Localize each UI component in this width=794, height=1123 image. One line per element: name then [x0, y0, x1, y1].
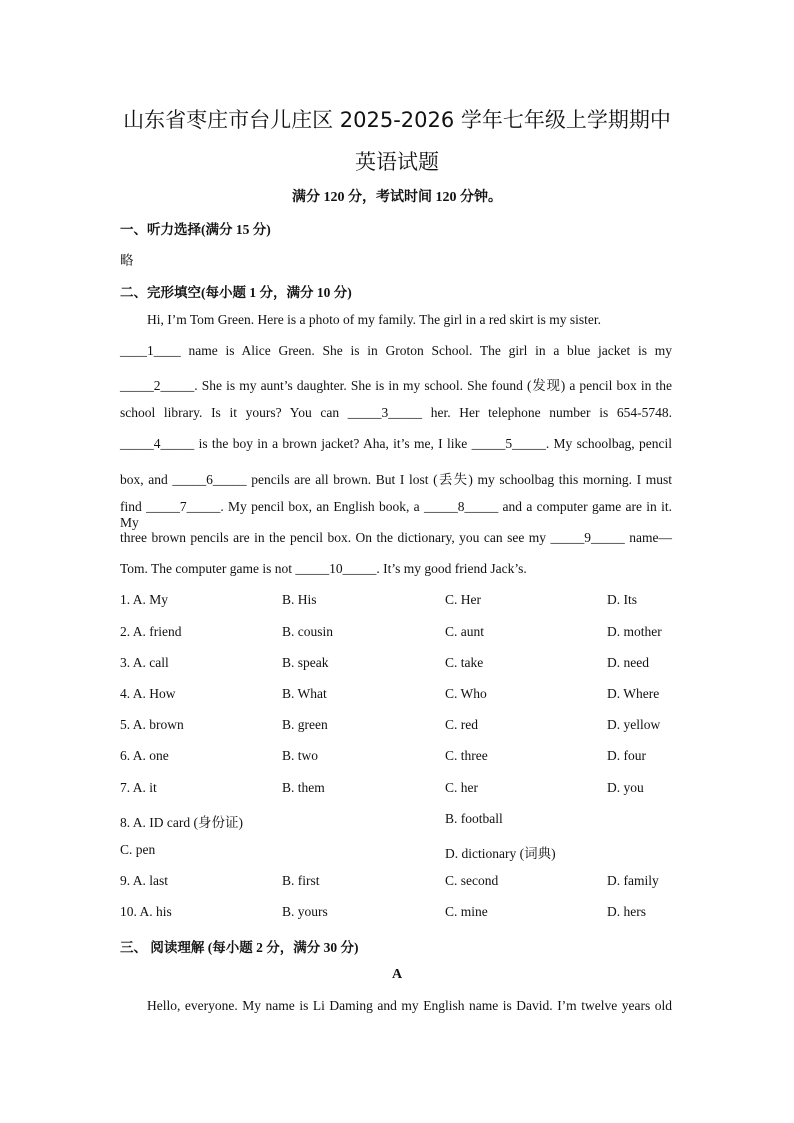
exam-title-line2: 英语试题	[355, 150, 439, 174]
option-c[interactable]: C. second	[445, 873, 499, 888]
blank-1: ____1____	[120, 343, 181, 358]
question-row	[120, 748, 680, 766]
passage-line-9	[120, 561, 527, 577]
question-row	[120, 717, 680, 735]
exam-subtitle: 满分 120 分，考试时间 120 分钟。	[292, 190, 502, 205]
passage-text: her. Her telephone number is 654-5748.	[422, 405, 672, 420]
option-d[interactable]: D. dictionary (词典)	[445, 846, 556, 861]
passage-line-6	[120, 468, 672, 488]
option-d[interactable]: D. you	[607, 780, 644, 795]
passage-line-4	[120, 405, 672, 421]
option-a[interactable]: 5. A. brown	[120, 717, 184, 732]
option-b[interactable]: B. cousin	[282, 624, 334, 639]
section2-heading: 二、完形填空(每小题 1 分，满分 10 分)	[120, 285, 352, 300]
passage-line-8	[120, 530, 672, 546]
reading-part-label: A	[391, 967, 403, 982]
passage-text: three brown pencils are in the pencil box. On the dictionary, you can see my	[120, 530, 551, 545]
option-b[interactable]: B. What	[282, 686, 327, 701]
option-c[interactable]: C. aunt	[445, 624, 484, 639]
blank-8: _____8_____	[423, 499, 499, 514]
option-d[interactable]: D. Its	[607, 592, 637, 607]
option-b[interactable]: B. His	[282, 592, 317, 607]
exam-title-line1: 山东省枣庄市台儿庄区 2025-2026 学年七年级上学期期中	[123, 108, 671, 132]
question-row	[120, 592, 680, 610]
option-a[interactable]: 10. A. his	[120, 904, 172, 919]
blank-2: _____2_____	[120, 378, 195, 393]
option-b[interactable]: B. them	[282, 780, 325, 795]
option-d[interactable]: D. four	[607, 748, 646, 763]
blank-3: _____3_____	[347, 405, 423, 420]
passage-text: pencils are all brown. But I lost (丢失) my schoolbag this morning. I must	[246, 472, 672, 487]
option-c[interactable]: C. pen	[120, 842, 156, 857]
passage-text: . My pencil box, an English book, a	[220, 499, 424, 514]
question-row	[120, 686, 680, 704]
option-c[interactable]: C. mine	[445, 904, 488, 919]
option-d[interactable]: D. Where	[607, 686, 660, 701]
option-c[interactable]: C. red	[445, 717, 478, 732]
option-b[interactable]: B. two	[282, 748, 319, 763]
option-a[interactable]: 6. A. one	[120, 748, 169, 763]
passage-text: box, and	[120, 472, 173, 487]
question-row	[120, 624, 680, 642]
option-a[interactable]: 7. A. it	[120, 780, 157, 795]
option-b[interactable]: B. yours	[282, 904, 328, 919]
section1-note: 略	[120, 253, 134, 268]
option-b[interactable]: B. first	[282, 873, 320, 888]
question-row	[120, 842, 680, 860]
passage-line-2	[120, 343, 672, 359]
option-b[interactable]: B. green	[282, 717, 328, 732]
section3-heading: 三、 阅读理解 (每小题 2 分，满分 30 分)	[120, 940, 359, 955]
passage-line-5	[120, 436, 672, 452]
passage-text: school library. Is it yours? You can	[120, 405, 348, 420]
question-row	[120, 904, 680, 922]
option-c[interactable]: C. take	[445, 655, 484, 670]
blank-4: _____4_____	[120, 436, 195, 451]
option-d[interactable]: D. hers	[607, 904, 646, 919]
question-row	[120, 780, 680, 798]
blank-6: _____6_____	[172, 472, 247, 487]
option-d[interactable]: D. yellow	[607, 717, 661, 732]
reading-first-line: Hello, everyone. My name is Li Daming and my English name is David. I’m twelve years old	[147, 998, 672, 1013]
option-c[interactable]: C. Who	[445, 686, 487, 701]
passage-text: Tom. The computer game is not	[120, 561, 296, 576]
question-row	[120, 873, 680, 891]
passage-text: find	[120, 499, 147, 514]
blank-9: _____9_____	[550, 530, 625, 545]
option-c[interactable]: C. three	[445, 748, 488, 763]
option-d[interactable]: D. mother	[607, 624, 662, 639]
passage-text: name—	[624, 530, 672, 545]
blank-10: _____10_____	[295, 561, 377, 576]
option-a[interactable]: 1. A. My	[120, 592, 169, 607]
option-b[interactable]: B. football	[445, 811, 503, 826]
option-c[interactable]: C. her	[445, 780, 478, 795]
passage-text: . She is my aunt’s daughter. She is in my school. She found (发现) a pencil box in the	[194, 378, 672, 393]
passage-line-7	[120, 499, 672, 531]
option-d[interactable]: D. family	[607, 873, 659, 888]
passage-text: and a computer game are in it. My	[120, 499, 672, 530]
question-row	[120, 655, 680, 673]
passage-line-1: Hi, I’m Tom Green. Here is a photo of my family. The girl in a red skirt is my sister.	[147, 312, 601, 327]
passage-text: name is Alice Green. She is in Groton School. The girl in a blue jacket is my	[180, 343, 672, 358]
option-d[interactable]: D. need	[607, 655, 649, 670]
option-a[interactable]: 9. A. last	[120, 873, 169, 888]
passage-line-3	[120, 374, 672, 394]
passage-text: is the boy in a brown jacket? Aha, it’s me, I like	[194, 436, 472, 451]
option-a[interactable]: 4. A. How	[120, 686, 176, 701]
option-a[interactable]: 8. A. ID card (身份证)	[120, 815, 243, 830]
option-b[interactable]: B. speak	[282, 655, 329, 670]
section1-heading: 一、听力选择(满分 15 分)	[120, 222, 271, 237]
option-c[interactable]: C. Her	[445, 592, 481, 607]
blank-7: _____7_____	[146, 499, 221, 514]
option-a[interactable]: 3. A. call	[120, 655, 169, 670]
question-row	[120, 811, 680, 829]
option-a[interactable]: 2. A. friend	[120, 624, 182, 639]
blank-5: _____5_____	[471, 436, 546, 451]
passage-text: . It’s my good friend Jack’s.	[376, 561, 527, 576]
passage-text: . My schoolbag, pencil	[545, 436, 672, 451]
